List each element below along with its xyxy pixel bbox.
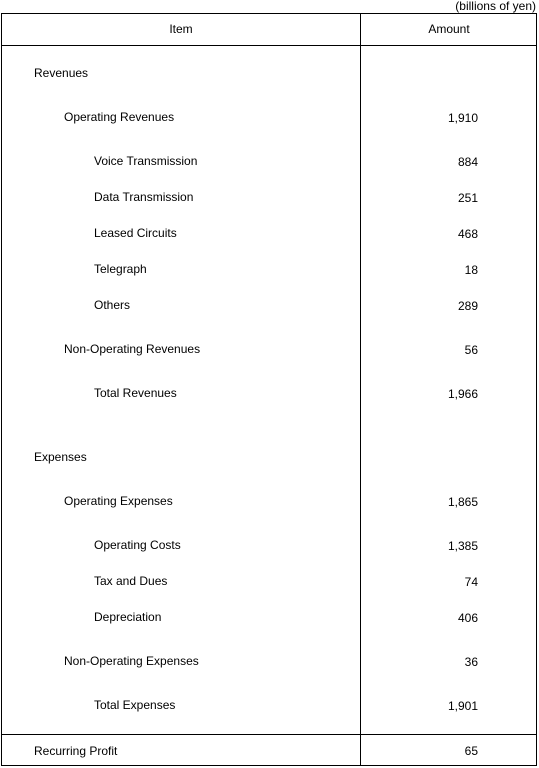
header-divider bbox=[2, 45, 536, 46]
row-value-operating-expenses: 1,865 bbox=[447, 495, 478, 509]
unit-note: (billions of yen) bbox=[455, 0, 536, 13]
row-label-others: Others bbox=[94, 298, 131, 312]
section-label-revenues: Revenues bbox=[34, 66, 89, 80]
row-value-others: 289 bbox=[457, 299, 478, 313]
row-label-voice-transmission: Voice Transmission bbox=[94, 154, 198, 168]
column-divider bbox=[360, 14, 361, 765]
row-label-non-operating-revenues: Non-Operating Revenues bbox=[64, 342, 201, 356]
section-label-expenses: Expenses bbox=[34, 450, 87, 464]
row-value-non-operating-expenses: 36 bbox=[464, 655, 478, 669]
row-label-data-transmission: Data Transmission bbox=[94, 190, 194, 204]
row-value-total-expenses: 1,901 bbox=[447, 699, 478, 713]
row-label-recurring-profit: Recurring Profit bbox=[34, 744, 118, 758]
row-label-non-operating-expenses: Non-Operating Expenses bbox=[64, 654, 199, 668]
row-value-leased-circuits: 468 bbox=[457, 227, 478, 241]
row-value-data-transmission: 251 bbox=[457, 191, 478, 205]
row-value-tax-and-dues: 74 bbox=[464, 575, 478, 589]
column-header-amount: Amount bbox=[428, 22, 470, 36]
row-value-total-revenues: 1,966 bbox=[447, 387, 478, 401]
row-label-tax-and-dues: Tax and Dues bbox=[94, 574, 168, 588]
row-label-depreciation: Depreciation bbox=[94, 610, 162, 624]
row-label-operating-revenues: Operating Revenues bbox=[64, 110, 175, 124]
row-value-non-operating-revenues: 56 bbox=[464, 343, 478, 357]
row-value-recurring-profit: 65 bbox=[464, 744, 478, 758]
column-header-item: Item bbox=[169, 22, 193, 36]
row-value-operating-revenues: 1,910 bbox=[447, 111, 478, 125]
financial-table bbox=[1, 13, 537, 766]
row-value-operating-costs: 1,385 bbox=[447, 539, 478, 553]
row-value-telegraph: 18 bbox=[464, 263, 478, 277]
row-label-total-revenues: Total Revenues bbox=[94, 386, 177, 400]
row-value-depreciation: 406 bbox=[457, 611, 478, 625]
row-label-leased-circuits: Leased Circuits bbox=[94, 226, 177, 240]
row-label-operating-expenses: Operating Expenses bbox=[64, 494, 173, 508]
row-label-operating-costs: Operating Costs bbox=[94, 538, 181, 552]
row-label-telegraph: Telegraph bbox=[94, 262, 147, 276]
row-label-total-expenses: Total Expenses bbox=[94, 698, 176, 712]
row-value-voice-transmission: 884 bbox=[457, 155, 478, 169]
profit-divider bbox=[2, 734, 536, 735]
